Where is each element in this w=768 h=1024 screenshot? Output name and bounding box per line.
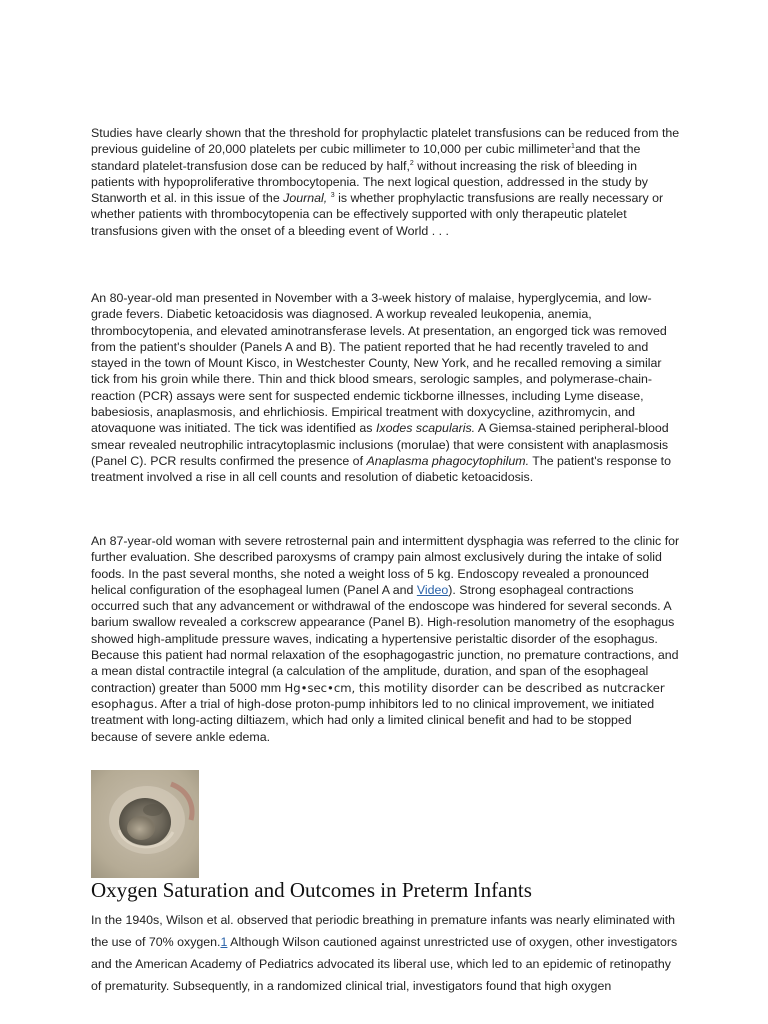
text: and that the standard platelet-transfusion dose can be reduced by half, — [91, 142, 641, 173]
text: The patient's response to treatment involved a rise in all cell counts and resolution of diabetic ketoacidosis. — [91, 453, 671, 485]
video-link[interactable]: Video — [416, 582, 449, 597]
species-name: Ixodes scapularis. — [375, 421, 476, 436]
text: ). Strong esophageal contractions occurred such that any advancement or withdrawal of the endoscope was hindered for several seconds. A barium swallow revealed a corkscrew appearance (Panel B). High-resolution manometry of the esophagus showed high-amplitude pressure waves, indicating a hypertensive peristaltic disorder of the esophagus. Because this patient had normal relaxation of the esophagogastric junction, no premature contractions, and a mean distal contractile integral (a calculation of the amplitude, duration, and span of the esophageal contraction) greater than 5000 mm — [91, 582, 679, 695]
organism-name: Anaplasma phagocytophilum. — [366, 453, 530, 468]
text: An 80-year-old man presented in November with a 3-week history of malaise, hyperglycemia, and low-grade fevers. Diabetic ketoacidosis was diagnosed. A workup revealed leukopenia, anemia, thrombocytopenia, and elevated aminotransferase levels. At presentation, an engorged tick was removed from the patient's shoulder (Panels A and B). The patient reported that he had recently traveled to and stayed in the town of Mount Kisco, in Westchester County, New York, and he recalled removing a similar tick from his groin while there. Thin and thick blood smears, serologic samples, and polymerase-chain-reaction (PCR) assays were sent for suspected endemic tickborne illnesses, including Lyme disease, babesiosis, anaplasmosis, and ehrlichiosis. Empirical treatment with doxycycline, azithromycin, and atovaquone was initiated. The tick was identified as — [91, 291, 667, 436]
journal-name: Journal, — [283, 191, 328, 206]
section-paragraph — [91, 909, 681, 997]
text: Hg•sec•cm, this motility disorder can be described as nutcracker esophagus. — [91, 680, 665, 711]
text: Although Wilson cautioned against unrestricted use of oxygen, other investigators and the American Academy of Pediatrics advocated its liberal use, which led to an epidemic of retinopathy of prematurity. Subsequently, in a randomized clinical trial, investigators found that high oxygen — [91, 935, 678, 993]
footnote-ref-1: 1 — [571, 143, 575, 151]
text: An 87-year-old woman with severe retrosternal pain and intermittent dysphagia was referred to the clinic for further evaluation. She described paroxysms of crampy pain almost exclusively during the intake of solid foods. In the past several months, she noted a weight loss of 5 kg. Endoscopy revealed a pronounced helical configuration of the esophageal lumen (Panel A and — [91, 534, 680, 597]
footnote-ref-2: 2 — [409, 159, 414, 167]
endoscopy-image — [91, 770, 199, 878]
text: Studies have clearly shown that the threshold for prophylactic platelet transfusions can be reduced from the previous guideline of 20,000 platelets per cubic millimeter to 10,000 per cubic millimeter — [91, 126, 680, 157]
case-paragraph-anaplasmosis — [91, 290, 681, 486]
text: without increasing the risk of bleeding in patients with hypoproliferative thrombocytopenia. The next logical question, addressed in the study by Stanworth et al. in this issue of the — [91, 158, 648, 206]
footnote-ref-3: 3 — [330, 192, 335, 200]
reference-link-1[interactable]: 1 — [220, 935, 228, 949]
abstract-paragraph-platelets — [91, 125, 681, 239]
section-title: Oxygen Saturation and Outcomes in Preterm Infants — [91, 878, 532, 902]
text: is whether prophylactic transfusions are really necessary or whether patients with thrombocytopenia can be effectively supported with only therapeutic platelet transfusions given with the onset of a bleeding event of World . . . — [91, 191, 664, 238]
text: A Giemsa-stained peripheral-blood smear revealed neutrophilic intracytoplasmic inclusions (morulae) that were consistent with anaplasmosis (Panel C). PCR results confirmed the presence of — [91, 421, 669, 468]
text: After a trial of high-dose proton-pump inhibitors led to no clinical improvement, we initiated treatment with long-acting diltiazem, which had only a limited clinical benefit and had to be stopped because of severe ankle edema. — [91, 696, 655, 744]
text: In the 1940s, Wilson et al. observed that periodic breathing in premature infants was nearly eliminated with the use of 70% oxygen. — [91, 913, 676, 949]
case-paragraph-esophagus — [91, 533, 681, 745]
